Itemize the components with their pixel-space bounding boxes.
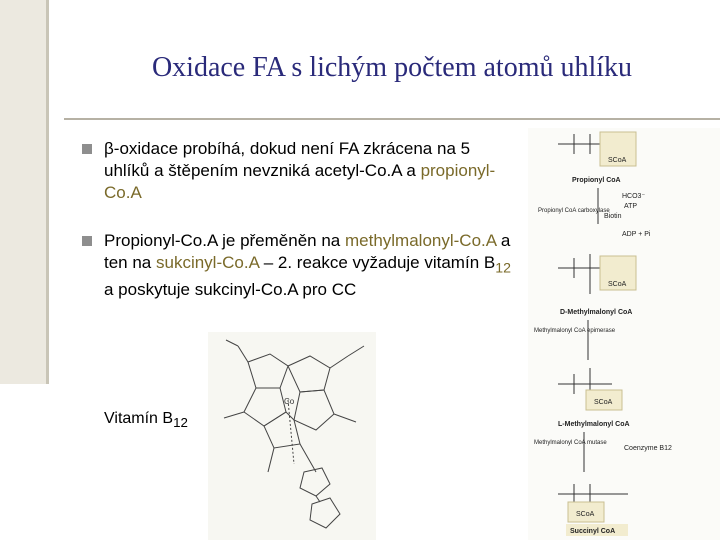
bullet-2-text-d: a poskytuje sukcinyl-Co.A pro CC [104, 280, 357, 300]
bullet-2-highlight-methylmalonyl: methylmalonyl-Co.A [344, 231, 497, 250]
bullet-square-icon [82, 144, 92, 154]
left-decoration-bar [0, 0, 49, 384]
propionyl-pathway-drawing [528, 128, 720, 540]
vitamin-b12-structure-drawing [208, 332, 376, 540]
bullet-2-subscript: 12 [495, 260, 511, 277]
scoa-label-3: SCoA [594, 399, 613, 406]
d-methylmalonyl-structure [558, 254, 636, 294]
label-biotin: Biotin [604, 213, 622, 220]
label-coenzyme-b12: Coenzyme B12 [624, 445, 672, 452]
pathway-diagram [528, 128, 720, 540]
slide-title: Oxidace FA s lichým počtem atomů uhlíku [151, 52, 633, 83]
bullet-1-highlight: propionyl-Co.A [104, 161, 496, 202]
bullet-2-text-b: a ten na [104, 231, 511, 272]
label-succinyl-coa: Succinyl CoA [570, 528, 616, 535]
label-propionyl-coa: Propionyl CoA [572, 177, 621, 184]
bullet-2-text [104, 230, 512, 301]
vitamin-b12-structure-image [208, 332, 376, 540]
bullet-2 [82, 230, 512, 301]
label-d-methylmalonyl-coa: D-Methylmalonyl CoA [560, 309, 633, 316]
scoa-label-2: SCoA [608, 281, 627, 288]
label-adp: ADP + Pi [622, 231, 651, 238]
bullet-2-text-a: Propionyl-Co.A je přeměněn na [104, 231, 345, 250]
scoa-label-1: SCoA [608, 157, 627, 164]
svg-text:Co: Co [284, 397, 295, 406]
bullet-2-highlight-sukcinyl: sukcinyl-Co.A [156, 253, 259, 272]
bullet-1-text [104, 138, 512, 204]
label-atp: ATP [624, 203, 638, 210]
label-hco3: HCO3⁻ [622, 193, 646, 200]
label-enzyme-carboxylase: Propionyl CoA carboxylase [538, 208, 610, 214]
l-methylmalonyl-structure [558, 368, 622, 410]
succinyl-structure [558, 484, 628, 522]
bullet-square-icon [82, 236, 92, 246]
bullet-1 [82, 138, 512, 204]
propionyl-structure [558, 132, 636, 166]
bullet-2-text-c: – 2. reakce vyžaduje vitamín B [258, 253, 496, 272]
bullet-1-text-a: β-oxidace probíhá, dokud není FA zkrácena na 5 uhlíků a štěpením nevzniká acetyl-Co.A a [104, 139, 471, 180]
vitamin-caption-main: Vitamín B [104, 410, 174, 427]
label-enzyme-epimerase: Methylmalonyl CoA epimerase [534, 328, 616, 334]
label-l-methylmalonyl-coa: L-Methylmalonyl CoA [558, 421, 630, 428]
label-enzyme-mutase: Methylmalonyl CoA mutase [534, 440, 607, 446]
scoa-label-4: SCoA [576, 511, 595, 518]
vitamin-caption-sub: 12 [173, 415, 188, 431]
title-divider [64, 118, 720, 120]
vitamin-caption [104, 410, 188, 430]
